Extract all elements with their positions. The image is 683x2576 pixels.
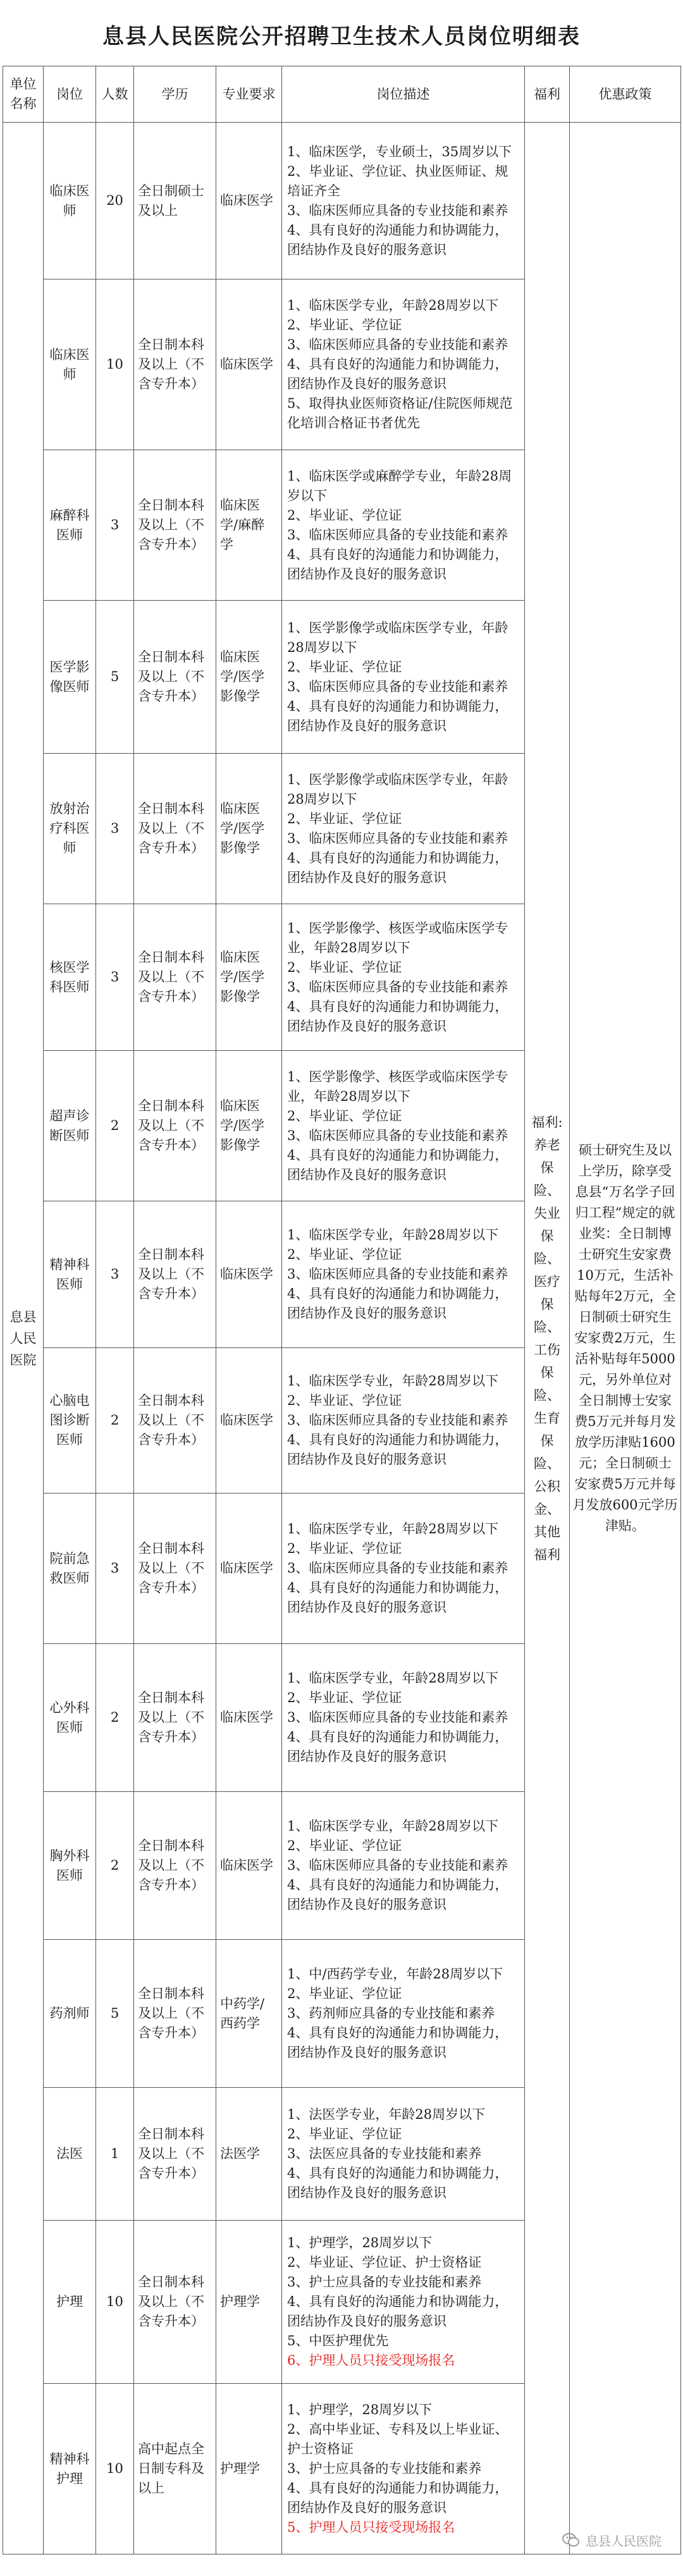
description-line: 3、临床医师应具备的专业技能和素养 (287, 1858, 508, 1873)
count-cell: 3 (96, 450, 134, 601)
description-line: 3、法医应具备的专业技能和素养 (287, 2146, 482, 2161)
description-line: 1、临床医学专业，年龄28周岁以下 (287, 1819, 499, 1834)
description-line: 1、临床医学或麻醉学专业，年龄28周岁以下 (287, 468, 512, 503)
position-cell: 法医 (44, 2088, 96, 2221)
description-line: 1、护理学，28周岁以下 (287, 2235, 433, 2250)
description-line: 4、具有良好的沟通能力和协调能力，团结协作及良好的服务意识 (287, 222, 508, 257)
major-cell: 临床医学 (216, 1493, 282, 1644)
major-cell: 中药学/西药学 (216, 1940, 282, 2088)
description-line: 3、临床医师应具备的专业技能和素养 (287, 979, 508, 995)
table-header-row (3, 66, 681, 123)
description-cell (282, 2088, 525, 2221)
education-cell: 全日制本科及以上（不含专升本） (134, 1201, 216, 1348)
education-cell: 全日制本科及以上（不含专升本） (134, 904, 216, 1051)
description-line: 4、具有良好的沟通能力和协调能力，团结协作及良好的服务意识 (287, 1432, 508, 1467)
description-cell (282, 1493, 525, 1644)
description-line: 4、具有良好的沟通能力和协调能力，团结协作及良好的服务意识 (287, 2481, 508, 2515)
position-cell: 临床医师 (44, 279, 96, 450)
description-line: 1、法医学专业，年龄28周岁以下 (287, 2107, 486, 2122)
description-cell (282, 1348, 525, 1493)
description-line: 4、具有良好的沟通能力和协调能力，团结协作及良好的服务意识 (287, 850, 508, 885)
description-line: 3、临床医师应具备的专业技能和素养 (287, 202, 508, 218)
description-line: 2、毕业证、学位证 (287, 659, 402, 675)
description-line: 3、临床医师应具备的专业技能和素养 (287, 1710, 508, 1725)
watermark (562, 2530, 661, 2549)
header-major: 专业要求 (216, 66, 282, 123)
count-cell: 20 (96, 123, 134, 279)
welfare-cell: 福利:养老保险、失业保险、医疗保险、工伤保险、生育保险、公积金、其他福利 (525, 123, 570, 2555)
count-cell: 3 (96, 904, 134, 1051)
description-line: 2、毕业证、学位证 (287, 1838, 402, 1853)
description-line: 1、护理学，28周岁以下 (287, 2402, 433, 2417)
description-line: 4、具有良好的沟通能力和协调能力，团结协作及良好的服务意识 (287, 357, 508, 391)
onsite-registration-note: 6、护理人员只接受现场报名 (287, 2353, 455, 2368)
description-line: 2、毕业证、学位证 (287, 959, 402, 975)
count-cell: 1 (96, 2088, 134, 2221)
major-cell: 临床医学 (216, 1201, 282, 1348)
major-cell: 临床医学/医学影像学 (216, 1051, 282, 1201)
description-cell (282, 2221, 525, 2384)
education-cell: 高中起点全日制专科及以上 (134, 2384, 216, 2555)
description-line: 2、毕业证、学位证 (287, 811, 402, 826)
major-cell: 临床医学 (216, 123, 282, 279)
description-line: 2、毕业证、学位证 (287, 1541, 402, 1556)
description-line: 2、毕业证、学位证 (287, 317, 402, 333)
description-line: 4、具有良好的沟通能力和协调能力，团结协作及良好的服务意识 (287, 2166, 508, 2200)
description-line: 1、医学影像学或临床医学专业，年龄28周岁以下 (287, 620, 508, 655)
count-cell: 10 (96, 279, 134, 450)
description-line: 2、毕业证、学位证 (287, 1108, 402, 1124)
description-line: 4、具有良好的沟通能力和协调能力，团结协作及良好的服务意识 (287, 2294, 508, 2329)
header-description: 岗位描述 (282, 66, 525, 123)
count-cell: 5 (96, 1940, 134, 2088)
education-cell: 全日制本科及以上（不含专升本） (134, 2088, 216, 2221)
description-line: 1、临床医学，专业硕士，35周岁以下 (287, 144, 512, 159)
description-cell (282, 1201, 525, 1348)
description-cell (282, 1792, 525, 1940)
description-line: 2、毕业证、学位证 (287, 2126, 402, 2142)
header-unit: 单位名称 (3, 66, 44, 123)
major-cell: 临床医学/麻醉学 (216, 450, 282, 601)
position-cell: 超声诊断医师 (44, 1051, 96, 1201)
wechat-icon (562, 2530, 581, 2549)
education-cell: 全日制本科及以上（不含专升本） (134, 754, 216, 904)
description-line: 2、高中毕业证、专科及以上毕业证、护士资格证 (287, 2422, 508, 2456)
education-cell: 全日制本科及以上（不含专升本） (134, 450, 216, 601)
onsite-registration-note: 5、护理人员只接受现场报名 (287, 2520, 455, 2535)
position-cell: 心外科医师 (44, 1644, 96, 1792)
position-cell: 精神科护理 (44, 2384, 96, 2555)
description-cell (282, 450, 525, 601)
education-cell: 全日制本科及以上（不含专升本） (134, 1348, 216, 1493)
description-line: 3、临床医师应具备的专业技能和素养 (287, 1561, 508, 1576)
description-line: 1、临床医学专业，年龄28周岁以下 (287, 1521, 499, 1536)
description-line: 3、临床医师应具备的专业技能和素养 (287, 337, 508, 352)
description-line: 4、具有良好的沟通能力和协调能力，团结协作及良好的服务意识 (287, 1286, 508, 1321)
description-line: 1、临床医学专业，年龄28周岁以下 (287, 1227, 499, 1242)
position-cell: 精神科医师 (44, 1201, 96, 1348)
major-cell: 护理学 (216, 2221, 282, 2384)
description-line: 1、临床医学专业，年龄28周岁以下 (287, 1373, 499, 1389)
major-cell: 临床医学/医学影像学 (216, 754, 282, 904)
description-cell (282, 2384, 525, 2555)
major-cell: 临床医学/医学影像学 (216, 601, 282, 754)
watermark-text: 息县人民医院 (586, 2533, 661, 2549)
count-cell: 3 (96, 754, 134, 904)
description-line: 4、具有良好的沟通能力和协调能力，团结协作及良好的服务意识 (287, 1147, 508, 1182)
count-cell: 2 (96, 1644, 134, 1792)
major-cell: 临床医学/医学影像学 (216, 904, 282, 1051)
description-line: 2、毕业证、学位证、护士资格证 (287, 2255, 482, 2270)
description-line: 2、毕业证、学位证 (287, 507, 402, 523)
description-line: 1、医学影像学、核医学或临床医学专业，年龄28周岁以下 (287, 920, 508, 955)
description-line: 3、临床医师应具备的专业技能和素养 (287, 1267, 508, 1282)
education-cell: 全日制本科及以上（不含专升本） (134, 1940, 216, 2088)
description-line: 3、临床医师应具备的专业技能和素养 (287, 1127, 508, 1143)
major-cell: 法医学 (216, 2088, 282, 2221)
major-cell: 临床医学 (216, 1348, 282, 1493)
header-count: 人数 (96, 66, 134, 123)
description-cell (282, 279, 525, 450)
description-line: 4、具有良好的沟通能力和协调能力，团结协作及良好的服务意识 (287, 1580, 508, 1615)
table-row (3, 123, 681, 279)
position-cell: 麻醉科医师 (44, 450, 96, 601)
description-line: 1、临床医学专业，年龄28周岁以下 (287, 298, 499, 313)
description-line: 4、具有良好的沟通能力和协调能力，团结协作及良好的服务意识 (287, 998, 508, 1034)
description-cell (282, 1644, 525, 1792)
table-body (3, 123, 681, 2555)
description-line: 2、毕业证、学位证 (287, 1247, 402, 1262)
description-line: 3、护士应具备的专业技能和素养 (287, 2274, 482, 2290)
position-cell: 心脑电图诊断医师 (44, 1348, 96, 1493)
count-cell: 3 (96, 1493, 134, 1644)
description-line: 4、具有良好的沟通能力和协调能力，团结协作及良好的服务意识 (287, 2025, 508, 2060)
position-cell: 药剂师 (44, 1940, 96, 2088)
description-line: 3、临床医师应具备的专业技能和素养 (287, 678, 508, 694)
education-cell: 全日制本科及以上（不含专升本） (134, 2221, 216, 2384)
major-cell: 临床医学 (216, 1644, 282, 1792)
description-line: 1、临床医学专业，年龄28周岁以下 (287, 1671, 499, 1686)
description-line: 1、医学影像学、核医学或临床医学专业，年龄28周岁以下 (287, 1069, 508, 1104)
description-line: 2、毕业证、学位证 (287, 1393, 402, 1408)
page-title: 息县人民医院公开招聘卫生技术人员岗位明细表 (102, 24, 581, 49)
position-cell: 院前急救医师 (44, 1493, 96, 1644)
major-cell: 临床医学 (216, 279, 282, 450)
unit-name-cell: 息县人民医院 (3, 123, 44, 2555)
description-line: 2、毕业证、学位证、执业医师证、规培证齐全 (287, 163, 508, 199)
description-line: 5、取得执业医师资格证/住院医师规范化培训合格证书者优先 (287, 396, 513, 431)
policy-cell: 硕士研究生及以上学历，除享受息县“万名学子回归工程”规定的就业奖：全日制博士研究生安家费10万元，生活补贴每年2万元，全日制硕士研究生安家费2万元，生活补贴每年5000元，另外单位对全日制博士安家费5万元并每月发放学历津贴1600元；全日制硕士安家费5万元并每月发放600元学历津贴。 (570, 123, 681, 2555)
description-line: 4、具有良好的沟通能力和协调能力，团结协作及良好的服务意识 (287, 1877, 508, 1912)
description-line: 4、具有良好的沟通能力和协调能力，团结协作及良好的服务意识 (287, 698, 508, 733)
count-cell: 5 (96, 601, 134, 754)
header-education: 学历 (134, 66, 216, 123)
description-cell (282, 601, 525, 754)
description-cell (282, 1940, 525, 2088)
position-cell: 核医学科医师 (44, 904, 96, 1051)
education-cell: 全日制本科及以上（不含专升本） (134, 1051, 216, 1201)
count-cell: 10 (96, 2384, 134, 2555)
description-line: 3、护士应具备的专业技能和素养 (287, 2461, 482, 2476)
education-cell: 全日制本科及以上（不含专升本） (134, 1644, 216, 1792)
education-cell: 全日制硕士及以上 (134, 123, 216, 279)
description-cell (282, 904, 525, 1051)
major-cell: 临床医学 (216, 1792, 282, 1940)
description-line: 1、医学影像学或临床医学专业，年龄28周岁以下 (287, 771, 508, 807)
major-cell: 护理学 (216, 2384, 282, 2555)
education-cell: 全日制本科及以上（不含专升本） (134, 601, 216, 754)
position-cell: 医学影像医师 (44, 601, 96, 754)
count-cell: 2 (96, 1792, 134, 1940)
description-line: 2、毕业证、学位证 (287, 1986, 402, 2001)
position-cell: 胸外科医师 (44, 1792, 96, 1940)
description-cell (282, 1051, 525, 1201)
education-cell: 全日制本科及以上（不含专升本） (134, 1792, 216, 1940)
header-policy: 优惠政策 (570, 66, 681, 123)
position-cell: 临床医师 (44, 123, 96, 279)
header-position: 岗位 (44, 66, 96, 123)
positions-table (3, 66, 681, 2555)
count-cell: 3 (96, 1201, 134, 1348)
header-welfare: 福利 (525, 66, 570, 123)
description-cell (282, 123, 525, 279)
count-cell: 2 (96, 1051, 134, 1201)
description-cell (282, 754, 525, 904)
education-cell: 全日制本科及以上（不含专升本） (134, 1493, 216, 1644)
description-line: 3、临床医师应具备的专业技能和素养 (287, 1413, 508, 1428)
count-cell: 2 (96, 1348, 134, 1493)
position-cell: 护理 (44, 2221, 96, 2384)
education-cell: 全日制本科及以上（不含专升本） (134, 279, 216, 450)
description-line: 3、临床医师应具备的专业技能和素养 (287, 830, 508, 846)
description-line: 2、毕业证、学位证 (287, 1690, 402, 1705)
description-line: 4、具有良好的沟通能力和协调能力，团结协作及良好的服务意识 (287, 546, 508, 582)
description-line: 3、临床医师应具备的专业技能和素养 (287, 527, 508, 543)
description-line: 5、中医护理优先 (287, 2333, 389, 2348)
position-cell: 放射治疗科医师 (44, 754, 96, 904)
description-line: 1、中/西药学专业，年龄28周岁以下 (287, 1966, 503, 1982)
count-cell: 10 (96, 2221, 134, 2384)
description-line: 3、药剂师应具备的专业技能和素养 (287, 2006, 495, 2021)
description-line: 4、具有良好的沟通能力和协调能力，团结协作及良好的服务意识 (287, 1729, 508, 1764)
